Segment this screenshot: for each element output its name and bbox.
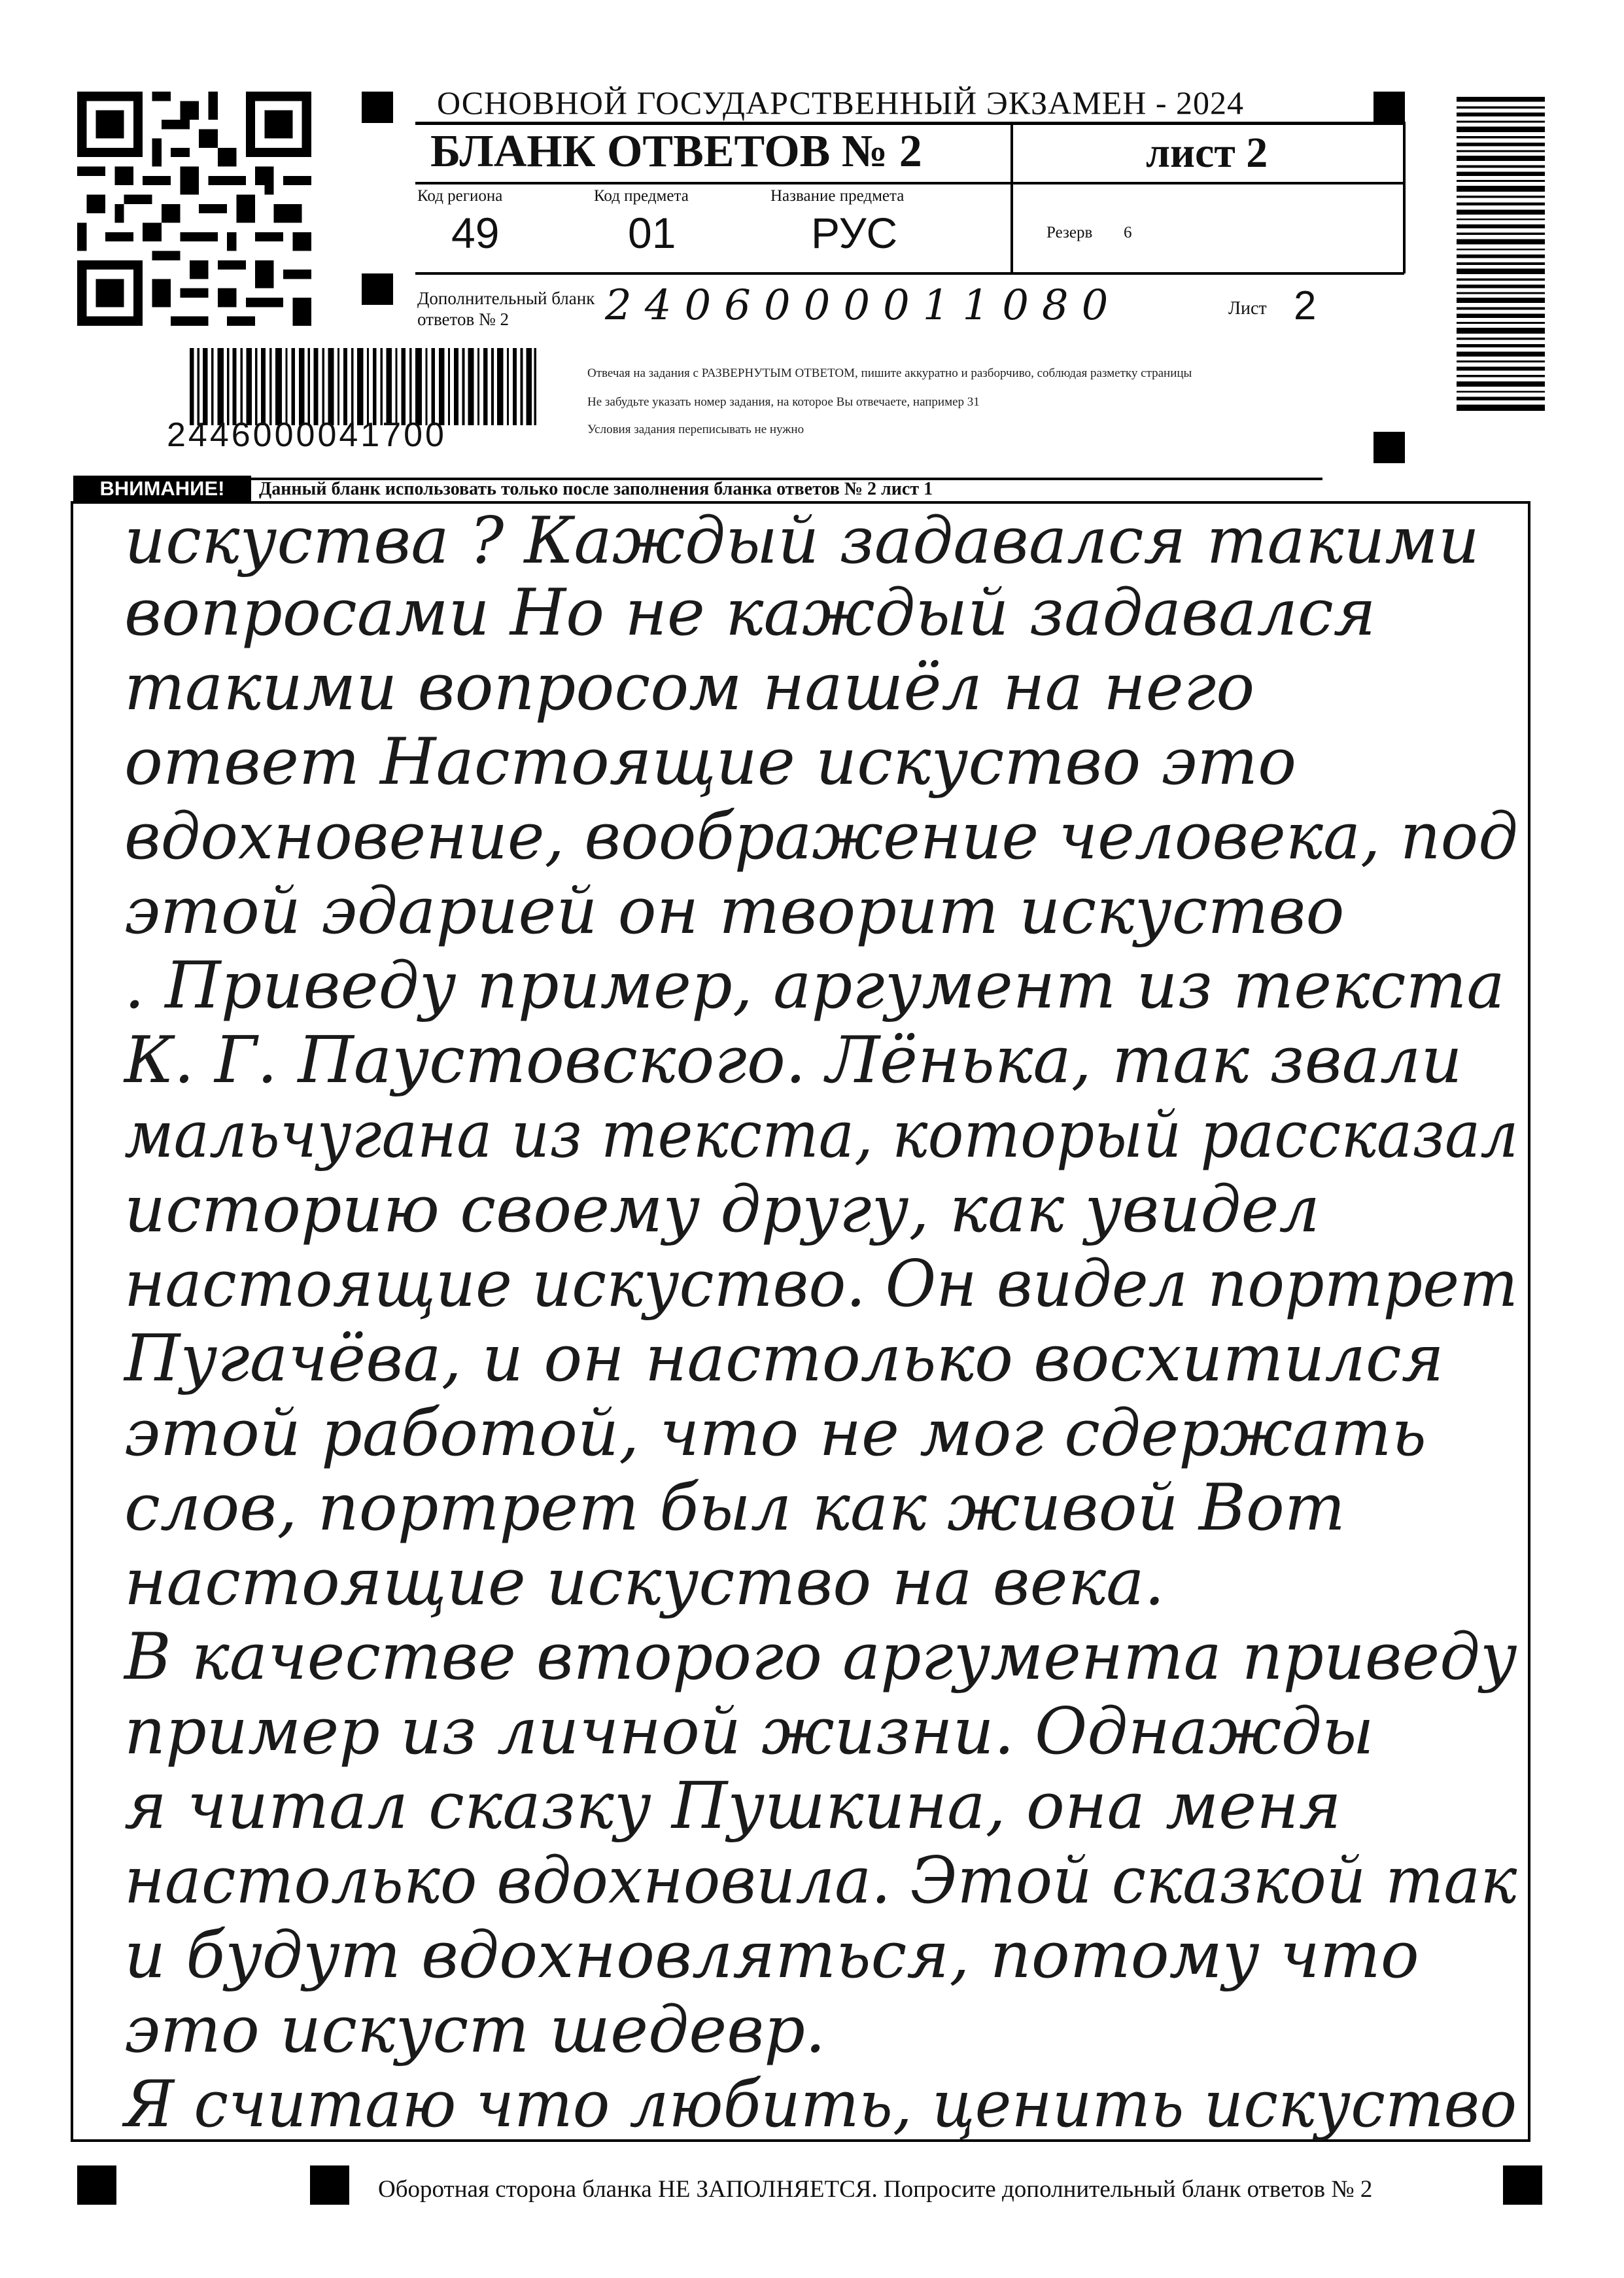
answer-line: историю своему другу, как увидел <box>124 1172 1320 1247</box>
header-divider <box>415 182 1404 184</box>
attention-text: Данный бланк использовать только после заполнения бланка ответов № 2 лист 1 <box>259 479 933 499</box>
footer-note: Оборотная сторона бланка НЕ ЗАПОЛНЯЕТСЯ. Попросите дополнительный бланк ответов № 2 <box>378 2176 1373 2203</box>
answer-line: ответ Настоящие искуство это <box>124 725 1297 799</box>
answer-line: мальчугана из текста, который рассказал <box>124 1098 1519 1172</box>
answer-line: Пугачёва, и он настолько восхитился <box>124 1322 1444 1396</box>
answer-line: и будут вдохновляться, потому что <box>124 1918 1419 1993</box>
additional-blank-label: Дополнительный бланк ответов № 2 <box>417 289 595 329</box>
barcode-digits: 2446000041700 <box>167 416 447 454</box>
horizontal-barcode <box>190 348 536 425</box>
instruction-line: Не забудьте указать номер задания, на которое Вы отвечаете, например 31 <box>587 395 980 409</box>
reserve-value: 6 <box>1124 224 1132 241</box>
answer-line: искуства ? Каждый задавался такими <box>124 504 1479 578</box>
registration-mark <box>77 2165 116 2205</box>
answer-line: настолько вдохновила. Этой сказкой так <box>124 1844 1517 1918</box>
answer-line: К. Г. Паустовского. Лёнька, так звали <box>124 1023 1462 1098</box>
registration-mark <box>1373 432 1405 463</box>
answer-line: вопросами Но не каждый задавался <box>124 576 1376 650</box>
header-divider <box>1011 122 1013 273</box>
list-label: Лист <box>1228 298 1267 319</box>
registration-mark <box>310 2165 349 2205</box>
answer-line: пример из личной жизни. Однажды <box>124 1694 1374 1769</box>
region-value: 49 <box>451 209 500 257</box>
answer-line: . Приведу пример, аргумент из текста <box>124 949 1505 1023</box>
registration-mark <box>1373 92 1405 123</box>
additional-blank-number: 2406000011080 <box>605 281 1122 330</box>
list-value: 2 <box>1294 283 1317 328</box>
header-divider <box>415 122 1404 125</box>
reserve-label: Резерв <box>1046 224 1093 241</box>
registration-mark <box>362 273 393 305</box>
blank-title: БЛАНК ОТВЕТОВ № 2 <box>430 126 922 177</box>
subject-name-value: РУС <box>811 209 898 257</box>
instruction-line: Условия задания переписывать не нужно <box>587 423 804 436</box>
header-divider <box>415 272 1404 275</box>
registration-mark <box>362 92 393 123</box>
answer-line: вдохновение, воображение человека, под <box>124 799 1518 874</box>
vertical-barcode <box>1457 97 1545 411</box>
answer-line: этой эдарией он творит искуство <box>124 874 1345 949</box>
answer-line: настоящие искуство. Он видел портрет <box>124 1247 1518 1322</box>
instruction-line: Отвечая на задания с РАЗВЕРНУТЫМ ОТВЕТОМ, пишите аккуратно и разборчиво, соблюдая разметку страницы <box>587 366 1192 380</box>
answer-line: я читал сказку Пушкина, она меня <box>124 1769 1341 1844</box>
answer-line: настоящие искуство на века. <box>124 1545 1165 1620</box>
answer-line: это искуст шедевр. <box>124 1993 826 2067</box>
exam-title: ОСНОВНОЙ ГОСУДАРСТВЕННЫЙ ЭКЗАМЕН - 2024 <box>437 84 1244 121</box>
subject-code-value: 01 <box>628 209 676 257</box>
subject-code-label: Код предмета <box>594 187 689 205</box>
answer-line: Я считаю что любить, ценить искуство <box>124 2067 1517 2142</box>
answer-line: этой работой, что не мог сдержать <box>124 1396 1426 1471</box>
sheet-title: лист 2 <box>1146 129 1268 177</box>
subject-name-label: Название предмета <box>770 187 905 205</box>
answer-line: такими вопросом нашёл на него <box>124 650 1255 725</box>
attention-badge: ВНИМАНИЕ! <box>73 476 251 502</box>
answer-line: В качестве второго аргумента приведу <box>124 1620 1517 1694</box>
registration-mark <box>1503 2165 1542 2205</box>
qr-code <box>77 92 311 326</box>
header-divider <box>1403 122 1406 273</box>
answer-line: слов, портрет был как живой Вот <box>124 1471 1345 1545</box>
region-label: Код региона <box>417 187 503 205</box>
